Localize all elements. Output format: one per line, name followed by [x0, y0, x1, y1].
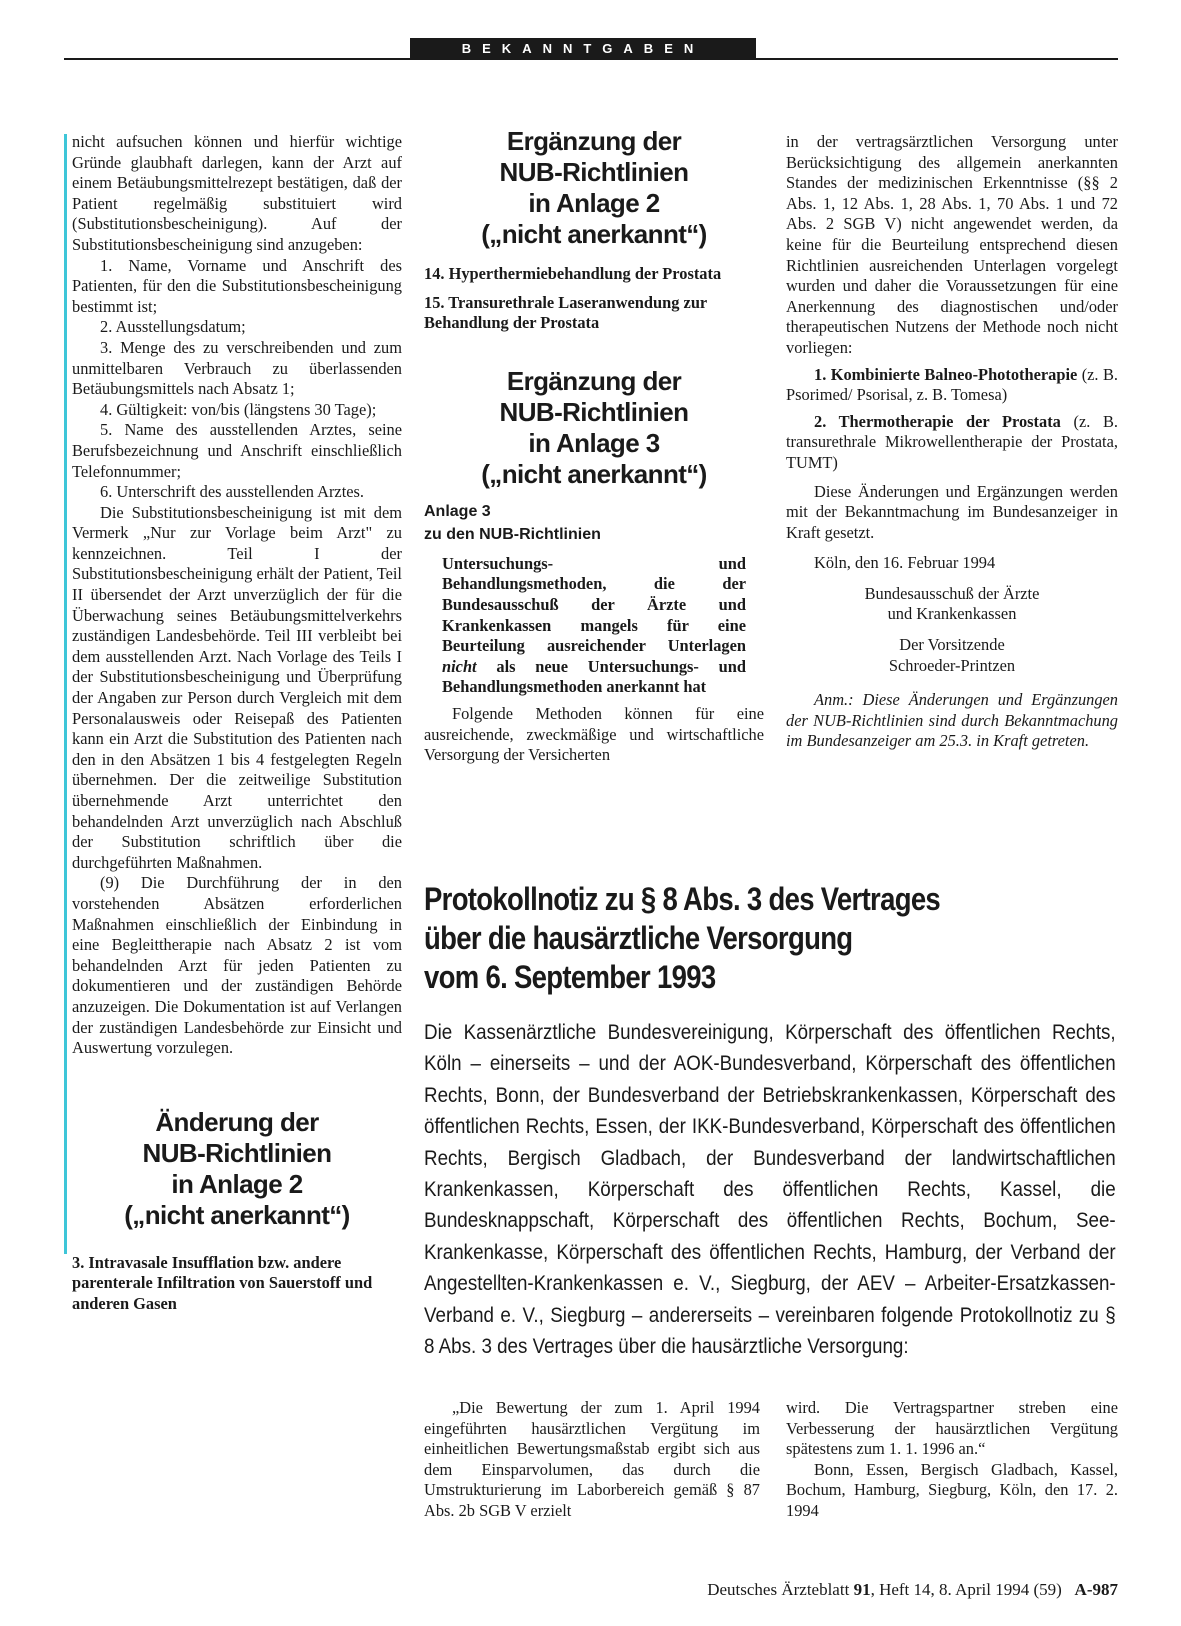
list-item: 2. Ausstellungsdatum; [100, 317, 246, 337]
methods-declaration [424, 554, 764, 698]
subheading-nub-richtlinien: zu den NUB-Richtlinien [424, 525, 601, 543]
footer-issue-date: , Heft 14, 8. April 1994 (59) [870, 1580, 1062, 1599]
annotation: Anm.: Diese Änderungen und Ergänzungen der NUB-Richtlinien sind durch Bekanntmachung im Bundesanzeiger am 25.3. in Kraft getreten. [786, 690, 1118, 751]
signer-role: Der Vorsitzende [899, 635, 1005, 655]
heading-line: NUB-Richtlinien [499, 157, 689, 187]
protokoll-quote-right: wird. Die Vertragspartner streben eine Verbesserung der hausärztlichen Vergütung spätestens zum 1. 1. 1996 an.“ [786, 1398, 1118, 1459]
section-label: BEKANNTGABEN [410, 38, 756, 60]
left-paragraph-1: nicht aufsuchen können und hierfür wichtige Gründe glaubhaft darlegen, kann der Arzt auf einem Betäubungsmittelrezept bestätigen, daß der Patient regelmäßig substituiert wird (Substitutionsbescheinigung). Auf der Substitutionsbescheinigung sind anzugeben: [72, 132, 402, 254]
methods-declaration-part-1: Untersuchungs- und Behandlungsmethoden, die der Bundesausschuß der Ärzte und Krankenkassen mangels für eine Beurteilung ausreichender Unterlagen [442, 553, 746, 656]
page-footer [612, 1580, 1118, 1600]
signer-org-line-2: und Krankenkassen [887, 604, 1017, 624]
right-column [786, 132, 1118, 752]
list-item: 5. Name des ausstellenden Arztes, seine Berufsbezeichnung und Anschrift einschließlich Telefonnummer; [72, 420, 402, 481]
footer-journal: Deutsches Ärzteblatt [707, 1580, 850, 1599]
heading-line: NUB-Richtlinien [142, 1137, 332, 1168]
footer-volume: 91 [853, 1580, 871, 1599]
margin-accent-bar [64, 134, 67, 1254]
heading-line: Ergänzung der [506, 126, 682, 156]
right-paragraph: in der vertragsärztlichen Versorgung unter Berücksichtigung des allgemein anerkannten Standes der medizinischen Erkenntnisse (§§ 2 Abs. 1, 12 Abs. 1, 28 Abs. 1, 70 Abs. 1 und 72 Abs. 2 SGB V) nicht angewendet werden, da keine für die Beurteilung entsprechend diesen Richtlinien ausreichenden Unterlagen vorgelegt wurden und daher die Voraussetzungen für eine Anerkennung des diagnostischen und/oder therapeutischen Nutzens der Methode noch nicht vorliegen: [786, 132, 1118, 357]
item-2 [786, 412, 1118, 474]
methods-declaration-part-2: als neue Untersuchungs- und Behandlungsmethoden anerkannt hat [442, 656, 746, 697]
signer-name: Schroeder-Printzen [888, 655, 1016, 675]
item-1-detail: (z. B. Psorimed/ Psorisal, z. B. Tomesa) [786, 364, 1118, 405]
protokoll-quote-right-column [786, 1398, 1118, 1522]
list-item: 6. Unterschrift des ausstellenden Arztes. [100, 482, 364, 502]
methods-declaration-emphasis: nicht [442, 656, 477, 676]
heading-ergaenzung-anlage-2 [424, 126, 764, 250]
protokoll-title-line: über die hausärztliche Versorgung [424, 920, 853, 956]
heading-line: („nicht anerkannt“) [481, 219, 707, 249]
protokoll-quote-left-column [424, 1398, 760, 1522]
place-date: Köln, den 16. Februar 1994 [814, 553, 996, 573]
protokoll-quote-left: „Die Bewertung der zum 1. April 1994 eingeführten hausärztlichen Vergütung im einheitlichen Bewertungsmaßstab ergibt sich aus dem Einsparvolumen, das durch die Umstrukturierung im Laborbereich gemäß § 87 Abs. 2b SGB V erzielt [424, 1398, 760, 1520]
subheading-anlage-3: Anlage 3 [424, 502, 491, 520]
item-2-title: 2. Thermotherapie der Prostata [814, 411, 1061, 431]
protokoll-title-line: Protokollnotiz zu § 8 Abs. 3 des Vertrages [424, 881, 941, 917]
signer-org-line-1: Bundesausschuß der Ärzte [864, 583, 1040, 603]
protokoll-signature-places: Bonn, Essen, Bergisch Gladbach, Kassel, Bochum, Hamburg, Siegburg, Köln, den 17. 2. 1994 [786, 1459, 1118, 1520]
list-item: 1. Name, Vorname und Anschrift des Patienten, für den die Substitutionsbescheinigung bestimmt ist; [72, 255, 402, 316]
protokoll-intro: Die Kassenärztliche Bundesvereinigung, Körperschaft des öffentlichen Rechts, Köln – einerseits – und der AOK-Bundesverband, Körperschaft des öffentlichen Rechts, Bonn, der Bundesverband der Betriebskrankenkassen, Körperschaft des öffentlichen Rechts, Essen, der IKK-Bundesverband, Körperschaft des öffentlichen Rechts, Bergisch Gladbach, der Bundesverband der landwirtschaftlichen Krankenkassen, Körperschaft des öffentlichen Rechts, Kassel, die Bundesknappschaft, Körperschaft des öffentlichen Rechts, Bochum, See-Krankenkasse, Körperschaft des öffentlichen Rechts, Hamburg, der Verband der Angestellten-Krankenkassen e. V., Siegburg, der AEV – Arbeiter-Ersatzkassen-Verband e. V., Siegburg – andererseits – vereinbaren folgende Protokollnotiz zu § 8 Abs. 3 des Vertrages über die hausärztliche Versorgung: [424, 1019, 1116, 1359]
left-paragraph-2: Die Substitutionsbescheinigung ist mit dem Vermerk „Nur zur Vorlage beim Arzt" zu kennzeichnen. Teil I der Substitutionsbescheinigung erhält der Patient, Teil II übersendet der Arzt unverzüglich der für die Überwachung seines Betäubungsmittelverkehrs zuständigen Landesbehörde. Teil III verbleibt bei dem ausstellenden Arzt. Nach Vorlage des Teils I der Substitutionsbescheinigung und Überprüfung der Angaben zur Person durch Vergleich mit dem Personalausweis oder Reisepaß des Patienten kann ein Arzt die Substitution des Patienten nach den in den Absätzen 1 bis 4 festgelegten Regeln übernehmen. Der die zeitweilige Substitution übernehmende Arzt unterrichtet den behandelnden Arzt unverzüglich nach Abschluß der Substitution schriftlich über die durchgeführten Maßnahmen. [72, 502, 402, 872]
closing-paragraph: Diese Änderungen und Ergänzungen werden mit der Bekanntmachung im Bundesanzeiger in Kraft gesetzt. [786, 481, 1118, 542]
item-15: 15. Transurethrale Laseranwendung zur Behandlung der Prostata [424, 292, 707, 333]
heading-line: in Anlage 2 [528, 188, 660, 218]
left-paragraph-3: (9) Die Durchführung der in den vorstehenden Absätzen erforderlichen Maßnahmen einschließlich der Einbindung in eine Begleittherapie nach Absatz 2 ist vom behandelnden Arzt für jeden Patienten zu dokumentieren und der zuständigen Behörde anzuzeigen. Die Dokumentation ist auf Verlangen der zuständigen Landesbehörde zur Einsicht und Auswertung vorzulegen. [72, 873, 402, 1058]
heading-line: Änderung der [155, 1106, 319, 1137]
middle-paragraph: Folgende Methoden können für eine ausreichende, zweckmäßige und wirtschaftliche Versorgung der Versicherten [424, 703, 764, 765]
heading-line: in Anlage 2 [171, 1168, 303, 1199]
heading-ergaenzung-anlage-3 [424, 366, 764, 490]
footer-page-number: A-987 [1074, 1580, 1118, 1599]
protokoll-title-line: vom 6. September 1993 [424, 959, 716, 995]
item-14: 14. Hyperthermiebehandlung der Prostata [424, 264, 722, 283]
item-1-title: 1. Kombinierte Balneo-Phototherapie [814, 364, 1078, 384]
left-column [72, 132, 402, 1315]
heading-line: („nicht anerkannt“) [481, 458, 707, 489]
heading-line: NUB-Richtlinien [499, 396, 689, 427]
item-2-detail: (z. B. transurethrale Mikrowellentherapie der Prostata, TUMT) [786, 411, 1118, 472]
heading-line: („nicht anerkannt“) [124, 1199, 350, 1230]
middle-column [424, 126, 764, 766]
item-3: 3. Intravasale Insufflation bzw. andere parenterale Infiltration von Sauerstoff und anderen Gasen [72, 1252, 373, 1313]
protokoll-title [424, 880, 1026, 997]
list-item: 3. Menge des zu verschreibenden und zum unmittelbaren Verbrauch zu überlassenden Betäubungsmittels nach Absatz 1; [72, 337, 402, 399]
item-1 [786, 365, 1118, 406]
list-item: 4. Gültigkeit: von/bis (längstens 30 Tage); [100, 399, 377, 419]
heading-line: Ergänzung der [506, 365, 682, 396]
heading-line: in Anlage 3 [528, 427, 660, 458]
heading-aenderung-anlage-2 [72, 1107, 402, 1231]
